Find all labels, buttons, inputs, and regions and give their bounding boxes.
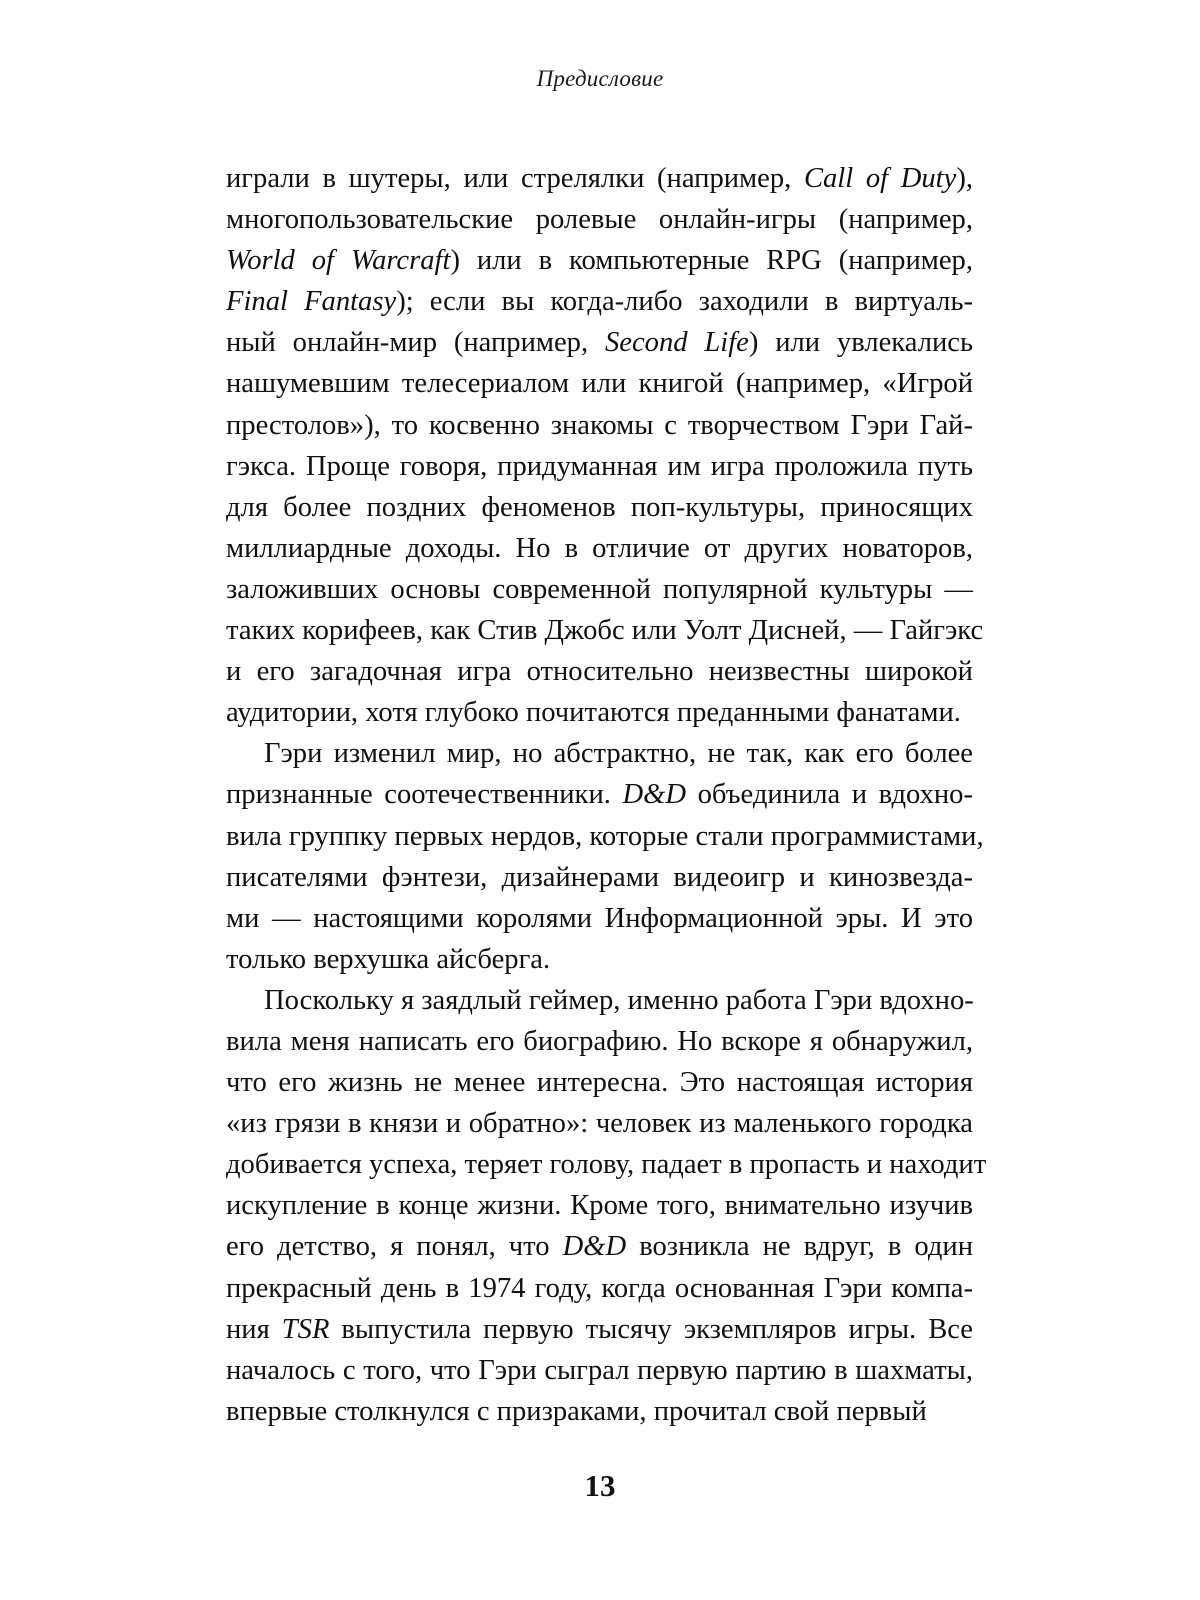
text-line: [226, 528, 973, 569]
text-line: [226, 774, 973, 815]
text-line: [226, 898, 973, 939]
text-line: [226, 939, 973, 980]
text-line: [226, 651, 973, 692]
italic-title: Final Fantasy: [226, 286, 397, 318]
text-run: только верхушка айсберга.: [226, 943, 551, 975]
text-line: [226, 322, 973, 363]
paragraph: [226, 733, 984, 980]
text-line: [226, 240, 973, 281]
text-line: [226, 733, 973, 774]
text-line: [226, 1062, 973, 1103]
text-run: играли в шутеры, или стрелялки (например,: [226, 163, 804, 194]
text-run: ); если вы когда-либо заходили в виртуаль-: [396, 286, 974, 318]
text-run: «из грязи в князи и обратно»: человек из маленького городка: [226, 1108, 973, 1140]
text-run: искупление в конце жизни. Кроме того, внимательно изучив: [226, 1190, 973, 1222]
paragraph: [226, 980, 987, 1432]
text-run: ) или увлекались: [748, 327, 974, 359]
italic-title: Second Life: [604, 327, 749, 359]
text-run: его детство, я понял, что: [226, 1231, 563, 1263]
text-run: ) или в компьютерные RPG (например,: [450, 245, 973, 277]
text-line: [226, 487, 973, 528]
text-run: нашумевшим телесериалом или книгой (например, «Игрой: [226, 368, 973, 400]
paragraph: [226, 158, 984, 733]
text-run: и его загадочная игра относительно неизвестны широкой: [226, 656, 973, 688]
text-line: [226, 363, 973, 404]
text-line: [226, 281, 973, 322]
text-line: [226, 816, 984, 857]
text-line: [226, 446, 973, 487]
text-run: таких корифеев, как Стив Джобс или Уолт Дисней, — Гайгэкс: [226, 615, 984, 647]
text-run: заложивших основы современной популярной культуры —: [226, 573, 973, 605]
text-run: что его жизнь не менее интересна. Это настоящая история: [226, 1067, 973, 1099]
italic-title: D&D: [562, 1231, 627, 1263]
text-line: [226, 1103, 973, 1144]
body-text: [226, 158, 987, 1432]
text-run: началось с того, что Гэри сыграл первую партию в шахматы,: [226, 1354, 973, 1386]
text-run: впервые столкнулся с призраками, прочитал свой первый: [226, 1395, 927, 1427]
text-run: ),: [956, 163, 973, 194]
text-line: [226, 405, 973, 446]
text-run: ния: [226, 1313, 282, 1345]
text-run: добивается успеха, теряет голову, падает в пропасть и находит: [226, 1149, 987, 1181]
text-line: [226, 1268, 973, 1309]
running-head: Предисловие: [536, 66, 664, 91]
text-line: [226, 692, 973, 733]
text-line: [226, 569, 973, 610]
text-line: [226, 158, 973, 199]
text-line: [226, 1021, 973, 1062]
text-run: возникла не вдруг, в один: [626, 1231, 973, 1263]
page-number: 13: [584, 1468, 616, 1503]
text-run: вила группку первых нердов, которые стали программистами,: [226, 820, 984, 852]
text-run: миллиардные доходы. Но в отличие от других новаторов,: [226, 532, 973, 564]
text-run: Гэри изменил мир, но абстрактно, не так, как его более: [264, 738, 973, 770]
text-line: [226, 1391, 973, 1432]
text-run: вила меня написать его биографию. Но вскоре я обнаружил,: [226, 1025, 973, 1057]
text-run: писателями фэнтези, дизайнерами видеоигр и кинозвезда-: [226, 861, 973, 893]
text-line: [226, 1226, 973, 1267]
text-line: [226, 610, 984, 651]
text-run: для более поздних феноменов поп-культуры, приносящих: [226, 491, 973, 523]
text-line: [226, 199, 973, 240]
italic-title: TSR: [281, 1313, 330, 1345]
text-run: гэкса. Проще говоря, придуманная им игра проложила путь: [226, 450, 973, 482]
text-run: объединила и вдохно-: [686, 779, 974, 811]
text-run: престолов»), то косвенно знакомы с творчеством Гэри Гай-: [226, 409, 973, 441]
text-line: [226, 1185, 973, 1226]
text-run: аудитории, хотя глубоко почитаются преданными фанатами.: [226, 697, 961, 729]
text-run: Поскольку я заядлый геймер, именно работа Гэри вдохно-: [264, 984, 974, 1016]
italic-title: D&D: [622, 779, 687, 811]
text-run: многопользовательские ролевые онлайн-игры (например,: [226, 204, 973, 236]
italic-title: Call of Duty: [803, 163, 957, 194]
text-line: [226, 1350, 973, 1391]
text-run: признанные соотечественники.: [226, 779, 623, 811]
text-run: выпустила первую тысячу экземпляров игры. Все: [329, 1313, 973, 1345]
text-run: прекрасный день в 1974 году, когда основанная Гэри компа-: [226, 1272, 973, 1304]
text-line: [226, 1309, 973, 1350]
italic-title: World of Warcraft: [226, 245, 451, 277]
text-run: ный онлайн-мир (например,: [226, 327, 605, 359]
text-run: ми — настоящими королями Информационной эры. И это: [226, 902, 973, 934]
text-line: [226, 980, 973, 1021]
text-line: [226, 1144, 987, 1185]
text-line: [226, 857, 973, 898]
